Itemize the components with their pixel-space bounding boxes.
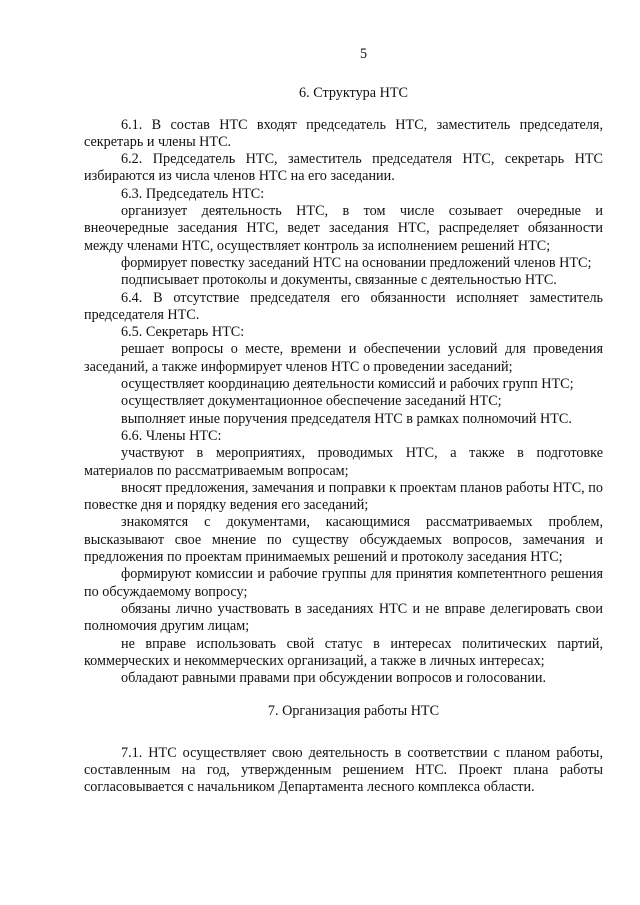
paragraph-7-1: 7.1. НТС осуществляет свою деятельность в соответствии с планом работы, составленным на год, утвержденным решением НТС. Проект плана работы согласовывается с начальником Департамента лесного комплекса области. — [84, 744, 603, 796]
section-7-body — [84, 745, 603, 797]
page-number: 5 — [359, 46, 368, 62]
paragraph-6-6-item: обладают равными правами при обсуждении вопросов и голосовании. — [121, 670, 547, 687]
paragraph-6-3-item: формирует повестку заседаний НТС на основании предложений членов НТС; — [121, 254, 592, 271]
section-6-title: 6. Структура НТС — [299, 85, 408, 102]
paragraph-6-4: 6.4. В отсутствие председателя его обязанности исполняет заместитель председателя НТС. — [84, 289, 603, 323]
paragraph-6-2: 6.2. Председатель НТС, заместитель председателя НТС, секретарь НТС избираются из числа членов НТС на его заседании. — [84, 151, 603, 185]
paragraph-6-3-item: подписывает протоколы и документы, связанные с деятельностью НТС. — [121, 272, 557, 289]
paragraph-6-6-item: формируют комиссии и рабочие группы для принятия компетентного решения по обсуждаемому вопросу; — [84, 566, 603, 600]
paragraph-6-6: 6.6. Члены НТС: — [121, 427, 222, 444]
paragraph-6-6-item: знакомятся с документами, касающимися рассматриваемых проблем, высказывают свое мнение по существу обсуждаемых вопросов, замечания и предложения по проектам принимаемых решений и протоколу заседания НТС; — [84, 514, 603, 566]
paragraph-6-5-item: осуществляет координацию деятельности комиссий и рабочих групп НТС; — [121, 376, 574, 393]
paragraph-6-5: 6.5. Секретарь НТС: — [121, 324, 245, 341]
paragraph-6-3: 6.3. Председатель НТС: — [121, 185, 265, 202]
paragraph-6-5-item: решает вопросы о месте, времени и обеспечении условий для проведения заседаний, а также информирует членов НТС о проведении заседаний; — [84, 341, 603, 375]
paragraph-6-6-item: не вправе использовать свой статус в интересах политических партий, коммерческих и некоммерческих организаций, а также в личных интересах; — [84, 635, 603, 669]
paragraph-6-6-item: обязаны лично участвовать в заседаниях НТС и не вправе делегировать свои полномочия другим лицам; — [84, 600, 603, 635]
section-7-title: 7. Организация работы НТС — [267, 703, 440, 720]
paragraph-6-3-item: организует деятельность НТС, в том числе созывает очередные и внеочередные заседания НТС, ведет заседания НТС, распределяет обязанности между членами НТС, осуществляет контроль за исполнением решений НТС; — [84, 203, 603, 254]
paragraph-6-6-item: вносят предложения, замечания и поправки к проектам планов работы НТС, по повестке дня и порядку ведения его заседаний; — [84, 479, 603, 514]
paragraph-6-1: 6.1. В состав НТС входят председатель НТС, заместитель председателя, секретарь и члены НТС. — [84, 116, 603, 150]
paragraph-6-6-item: участвуют в мероприятиях, проводимых НТС, а также в подготовке материалов по рассматриваемым вопросам; — [84, 445, 603, 479]
paragraph-6-5-item: выполняет иные поручения председателя НТС в рамках полномочий НТС. — [121, 410, 572, 427]
paragraph-6-5-item: осуществляет документационное обеспечение заседаний НТС; — [121, 393, 502, 410]
section-6-body — [84, 117, 603, 688]
